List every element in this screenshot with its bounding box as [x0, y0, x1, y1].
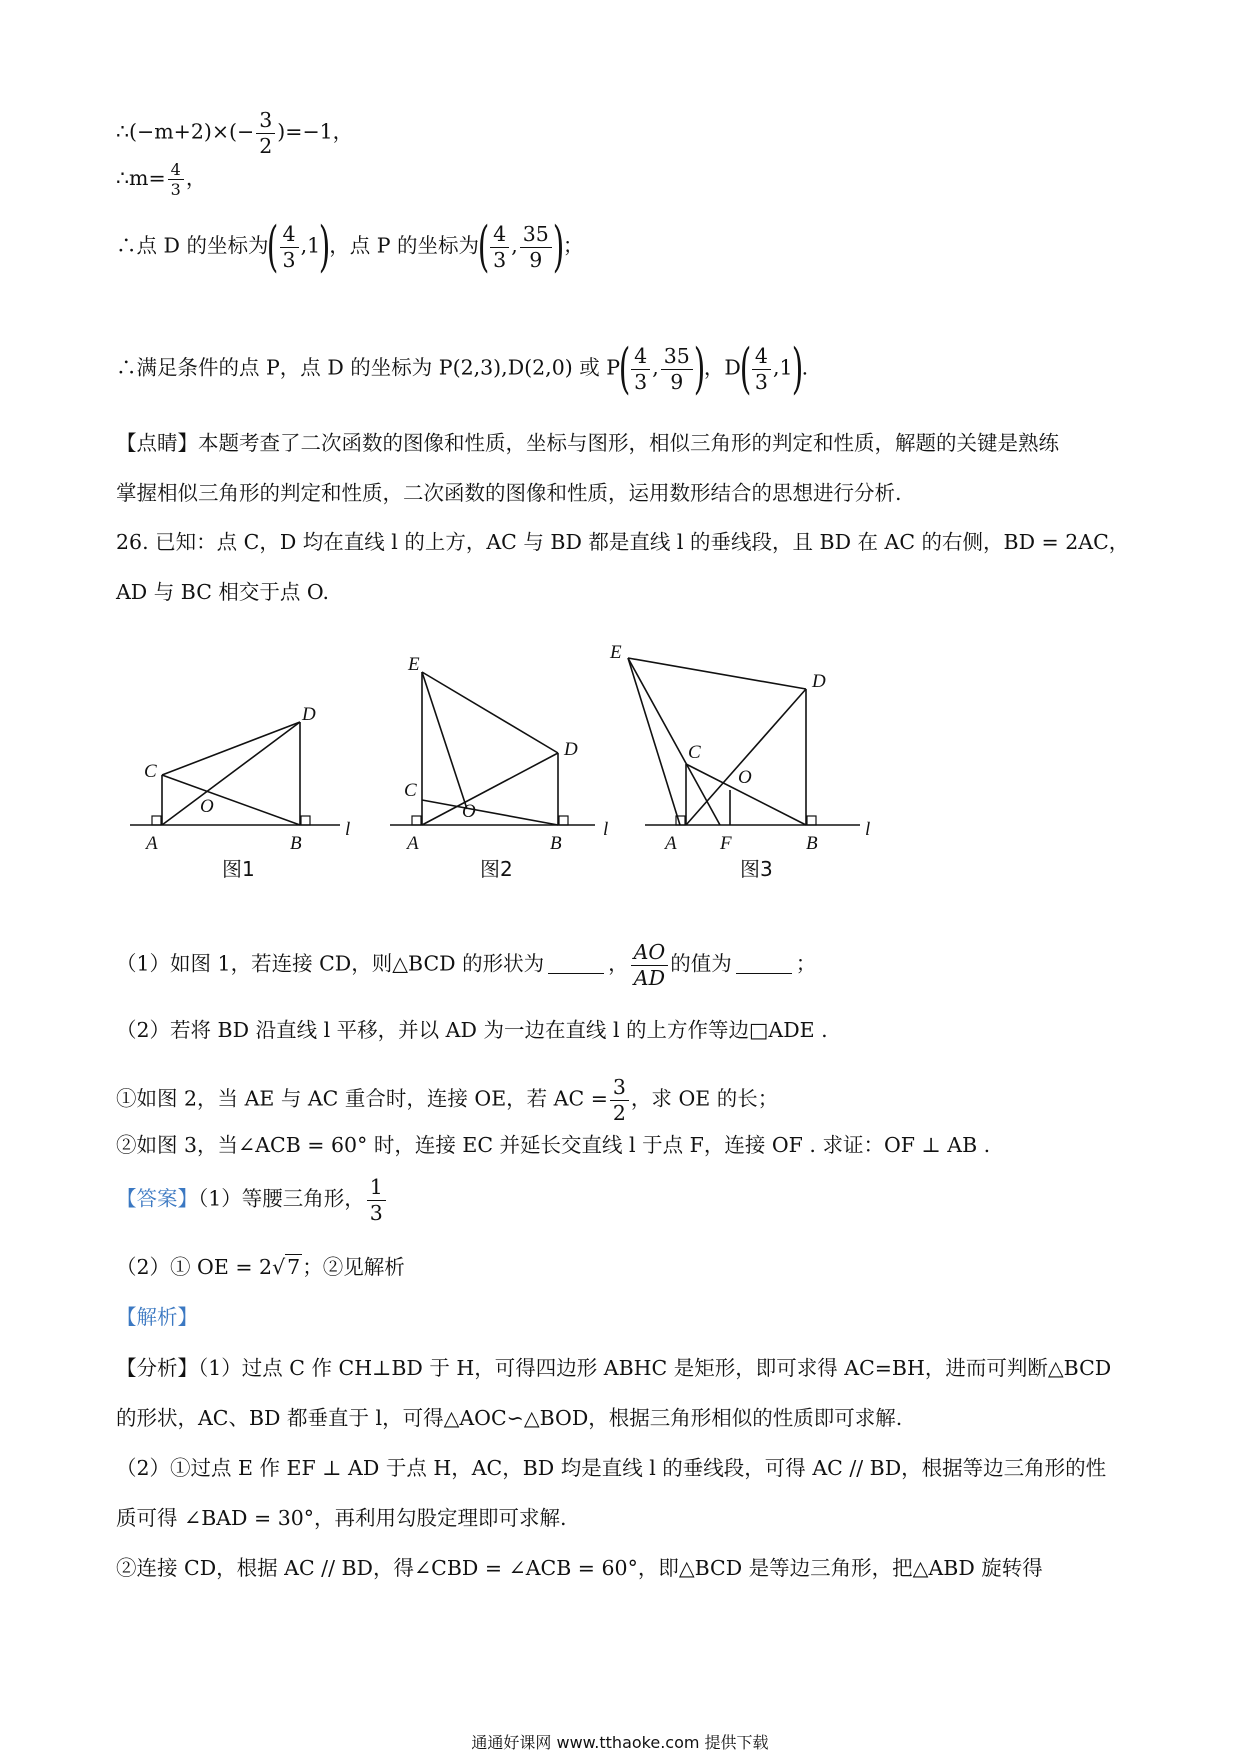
question-2-1 [116, 1075, 778, 1125]
paren: ( [618, 337, 631, 400]
problem-line-2: AD 与 BC 相交于点 O. [116, 580, 330, 604]
denominator: 3 [754, 369, 768, 394]
eq-text: ,1 [772, 355, 793, 380]
eq-text: ∴满足条件的点 P，点 D 的坐标为 P(2,3),D(2,0) 或 P [116, 355, 621, 380]
denominator: 3 [493, 247, 507, 272]
label-D: D [564, 739, 578, 760]
denominator: 9 [529, 247, 543, 272]
eq-line-4: ∴满足条件的点 P，点 D 的坐标为 P(2,3),D(2,0) 或 P( $\frac{4}{3}$ , $\frac{35}{9}$ )，D( $\frac{4}{3}$ ,1). [116, 337, 809, 400]
eq-text: ∴m= [116, 166, 166, 191]
fig1-caption: 图1 [222, 857, 255, 881]
numerator: AO [631, 940, 669, 966]
eq-line-3: ∴点 D 的坐标为( $\frac{4}{3}$ ,1)，点 P 的坐标为( $\frac{4}{3}$ , $\frac{35}{9}$ )； [116, 215, 584, 278]
denominator: 3 [170, 180, 181, 200]
fraction [610, 1075, 629, 1125]
label-A: A [146, 833, 158, 854]
denominator: 3 [369, 1200, 383, 1225]
q-text: （1）如图 1，若连接 CD，则△BCD 的形状为 [116, 951, 545, 976]
blank-2 [736, 973, 792, 974]
fraction [631, 940, 669, 990]
label-l: l [865, 819, 871, 840]
dianjing-line-2: 掌握相似三角形的判定和性质，二次函数的图像和性质，运用数形结合的思想进行分析. [116, 481, 902, 505]
fraction [520, 222, 552, 272]
numerator: 4 [631, 344, 650, 370]
fig3-caption: 图3 [740, 857, 773, 881]
fraction [631, 344, 650, 394]
denominator: 2 [259, 133, 273, 158]
numerator: 4 [168, 160, 184, 180]
denominator: 3 [282, 247, 296, 272]
eq-line-2 [116, 160, 206, 199]
answer-text: （1）等腰三角形， [198, 1186, 365, 1211]
denominator: 9 [670, 369, 684, 394]
paren: ( [267, 215, 279, 278]
analysis-p2: 的形状，AC、BD 都垂直于 l，可得△AOC∽△BOD，根据三角形相似的性质即可求解. [116, 1406, 903, 1430]
question-2-2: ②如图 3，当∠ACB = 60° 时，连接 EC 并延长交直线 l 于点 F，连接 OF . 求证：OF ⊥ AB . [116, 1133, 991, 1157]
figure-1 [130, 704, 350, 854]
eq-text: ，点 P 的坐标为 [329, 233, 480, 258]
label-O: O [738, 767, 752, 788]
sqrt-sign: √ [272, 1255, 286, 1279]
analysis-p4: 质可得 ∠BAD = 30°，再利用勾股定理即可求解. [116, 1506, 567, 1530]
fraction [256, 108, 275, 158]
dianjing-line-1: 【点睛】本题考查了二次函数的图像和性质，坐标与图形，相似三角形的判定和性质，解题的关键是熟练 [116, 431, 1059, 455]
analysis-p3: （2）①过点 E 作 EF ⊥ AD 于点 H，AC，BD 均是直线 l 的垂线段，可得 AC // BD，根据等边三角形的性 [116, 1456, 1107, 1480]
eq-text: ∴(−m+2)×(− [116, 119, 255, 144]
paren: ) [791, 337, 803, 400]
analysis-tag: 【解析】 [116, 1305, 198, 1329]
problem-line-1: 26. 已知：点 C，D 均在直线 l 的上方，AC 与 BD 都是直线 l 的垂线段，且 BD 在 AC 的右侧，BD = 2AC， [116, 530, 1130, 554]
eq-text: ， [185, 166, 207, 191]
label-B: B [290, 833, 302, 854]
paren: ( [739, 337, 752, 400]
paren: ( [477, 215, 490, 278]
answer-text: （2）① OE = 2 [116, 1255, 273, 1279]
eq-text: )=−1， [277, 119, 354, 144]
answer-line-2 [116, 1257, 405, 1278]
geometry-figures [0, 640, 1240, 900]
figure-2 [390, 654, 608, 854]
footer: 通通好课网 www.tthaoke.com 提供下载 [471, 1733, 769, 1752]
label-C: C [404, 780, 417, 801]
q-text: ， [608, 951, 629, 976]
fraction [367, 1175, 386, 1225]
blank-1 [548, 973, 604, 974]
label-A: A [407, 833, 419, 854]
fraction [280, 222, 299, 272]
fraction [661, 344, 693, 394]
label-l: l [603, 819, 609, 840]
eq-text: . [801, 355, 809, 380]
numerator: 3 [610, 1075, 629, 1101]
label-C: C [144, 761, 157, 782]
denominator: 3 [634, 369, 648, 394]
label-E: E [610, 642, 622, 663]
answer-tag: 【答案】 [116, 1186, 198, 1211]
label-O: O [462, 801, 476, 822]
fraction [490, 222, 509, 272]
label-O: O [200, 796, 214, 817]
radicand: 7 [287, 1255, 301, 1279]
fig2-caption: 图2 [480, 857, 513, 881]
fraction [752, 344, 771, 394]
answer-line-1 [116, 1175, 388, 1225]
label-B: B [550, 833, 562, 854]
denominator: AD [633, 965, 666, 990]
eq-text: ∴点 D 的坐标为 [116, 233, 269, 258]
label-D: D [812, 671, 826, 692]
q-text: ①如图 2，当 AE 与 AC 重合时，连接 OE，若 AC = [116, 1086, 608, 1111]
analysis-p5: ②连接 CD，根据 AC // BD，得∠CBD = ∠ACB = 60°，即△BCD 是等边三角形，把△ABD 旋转得 [116, 1556, 1043, 1580]
figure-3 [609, 642, 870, 854]
numerator: 3 [256, 108, 275, 134]
question-2: （2）若将 BD 沿直线 l 平移，并以 AD 为一边在直线 l 的上方作等边□ADE . [116, 1018, 828, 1042]
analysis-p1: 【分析】（1）过点 C 作 CH⊥BD 于 H，可得四边形 ABHC 是矩形，即可求得 AC=BH，进而可判断△BCD [116, 1356, 1112, 1380]
q-text: ，求 OE 的长； [630, 1086, 779, 1111]
numerator: 4 [752, 344, 771, 370]
label-l: l [345, 819, 351, 840]
numerator: 35 [520, 222, 552, 248]
label-A: A [665, 833, 677, 854]
label-B: B [806, 833, 818, 854]
eq-text: ,1 [300, 233, 321, 258]
label-E: E [408, 654, 420, 675]
eq-text: ； [562, 233, 584, 258]
fraction [168, 160, 184, 199]
paren: ) [318, 215, 331, 278]
numerator: 4 [490, 222, 509, 248]
denominator: 2 [612, 1100, 626, 1125]
q-text: ； [795, 951, 817, 976]
q-text: 的值为 [670, 951, 732, 976]
paren: ) [693, 337, 706, 400]
answer-text: ；②见解析 [302, 1255, 405, 1279]
label-D: D [302, 704, 316, 725]
paren: ) [552, 215, 565, 278]
numerator: 35 [661, 344, 693, 370]
question-1 [116, 940, 816, 990]
label-F: F [720, 833, 732, 854]
numerator: 1 [367, 1175, 386, 1201]
eq-line-1 [116, 108, 353, 158]
label-C: C [688, 742, 701, 763]
eq-text: ，D [703, 355, 741, 380]
numerator: 4 [280, 222, 299, 248]
